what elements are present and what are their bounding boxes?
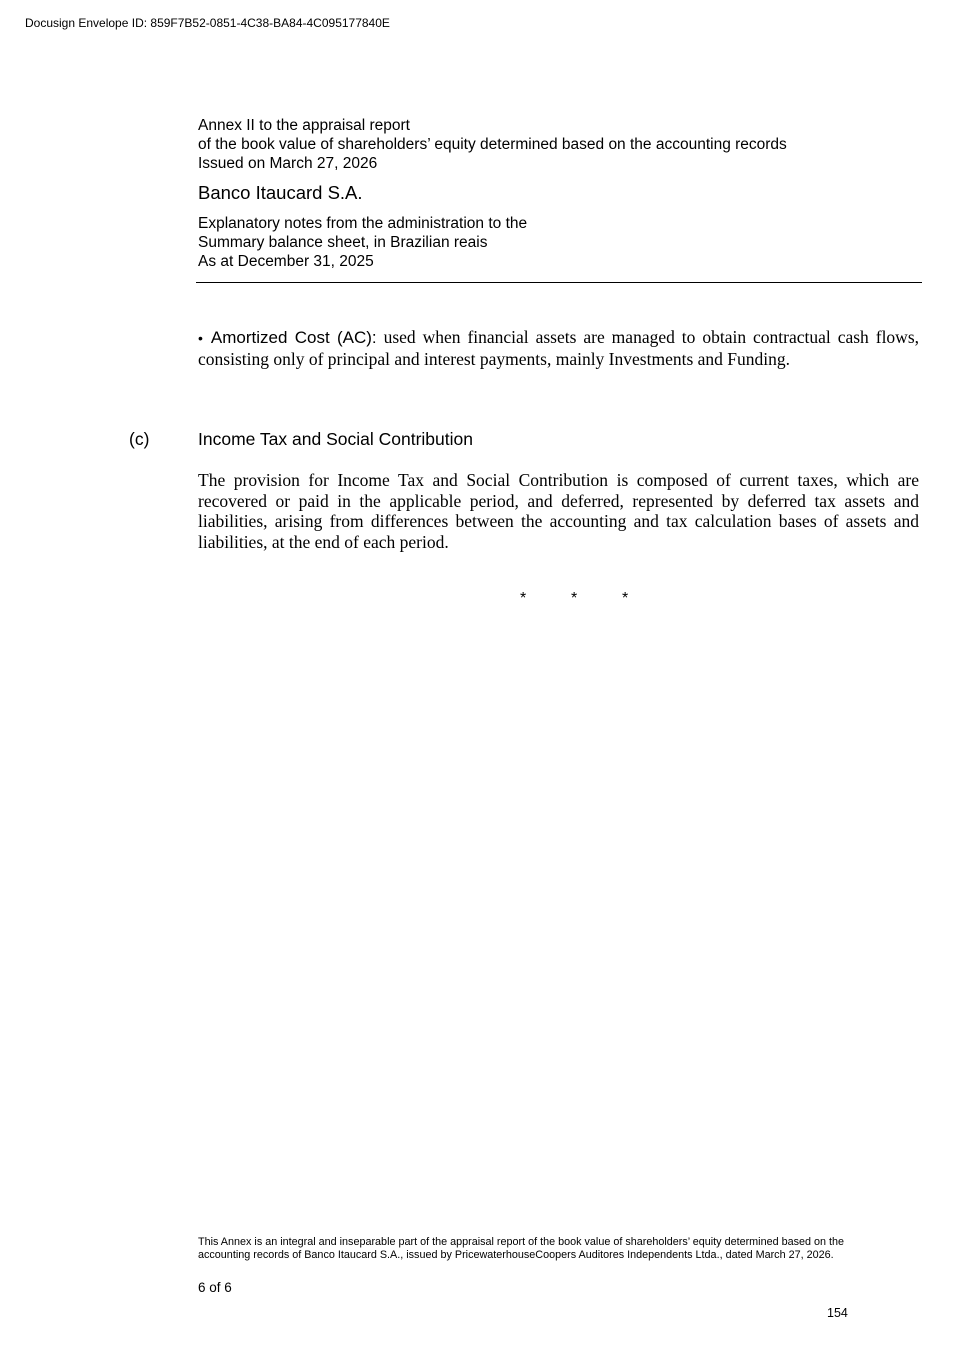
end-stars: [520, 590, 673, 608]
section-title: Income Tax and Social Contribution: [198, 429, 473, 449]
amortized-cost-paragraph: [198, 327, 919, 370]
star-3: *: [622, 590, 629, 607]
footer-note: This Annex is an integral and inseparable part of the appraisal report of the book value of shareholders’ equity determined based on the accounting records of Banco Itaucard S.A., issued by PricewaterhouseCoopers Auditores Independents Ltda., dated March 27, 2026.: [198, 1236, 845, 1261]
star-1: *: [520, 590, 527, 607]
notes-heading: [198, 214, 921, 271]
bullet-text: used when financial assets are managed to obtain contractual cash flows, consisting only of principal and interest payments, mainly Investments and Funding.: [198, 327, 920, 369]
section-marker: (c): [129, 429, 150, 449]
header-line-2: of the book value of shareholders’ equity determined based on the accounting records: [198, 136, 787, 153]
bullet-term: Amortized Cost (AC):: [210, 328, 377, 347]
bullet-icon: •: [198, 330, 203, 346]
star-2: *: [571, 590, 578, 607]
income-tax-paragraph: The provision for Income Tax and Social Contribution is composed of current taxes, which are recovered or paid in the applicable period, and deferred, represented by deferred tax assets and liabilities, arising from differences between the accounting and tax calculation bases of assets and liabilities, at the end of each period.: [198, 470, 919, 552]
notes-line-3: As at December 31, 2025: [198, 253, 374, 270]
report-header: [198, 116, 921, 271]
header-divider: [196, 282, 922, 283]
page-of: 6 of 6: [198, 1280, 232, 1295]
company-name: Banco Itaucard S.A.: [198, 182, 363, 203]
notes-line-2: Summary balance sheet, in Brazilian reais: [198, 234, 488, 251]
header-line-3: Issued on March 27, 2026: [198, 155, 378, 172]
header-line-1: Annex II to the appraisal report: [198, 117, 410, 134]
page-number: 154: [827, 1306, 848, 1320]
notes-line-1: Explanatory notes from the administration to the: [198, 215, 528, 232]
envelope-id: Docusign Envelope ID: 859F7B52-0851-4C38-BA84-4C095177840E: [25, 16, 390, 30]
